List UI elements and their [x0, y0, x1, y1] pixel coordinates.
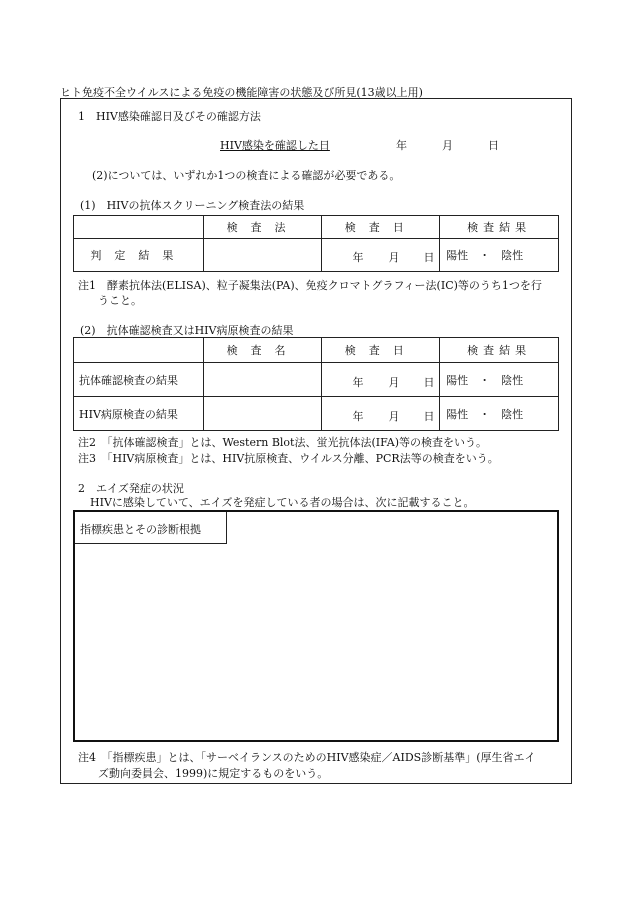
confirm-date-label: HIV感染を確認した日 [220, 139, 330, 152]
indicator-disease-box[interactable] [73, 510, 559, 742]
header-test-name: 検査名 [226, 344, 299, 357]
confirm-date-line[interactable] [220, 137, 500, 153]
header-date: 検査日 [344, 344, 417, 357]
document-title: ヒト免疫不全ウイルスによる免疫の機能障害の状態及び所見(13歳以上用) [60, 86, 423, 99]
date-cell[interactable] [322, 397, 440, 431]
row-label-pathogen: HIV病原検査の結果 [79, 407, 178, 421]
day-label: 日 [423, 410, 435, 423]
test-name-cell[interactable] [203, 363, 322, 397]
row-label-antibody: 抗体確認検査の結果 [79, 373, 178, 387]
result-cell[interactable] [440, 363, 559, 397]
day-label: 日 [488, 139, 499, 152]
day-label: 日 [423, 376, 435, 389]
section1-heading: 1 HIV感染確認日及びその確認方法 [78, 110, 261, 123]
result-cell[interactable] [440, 397, 559, 431]
row-label-judgement: 判定結果 [90, 249, 187, 262]
test-name-cell[interactable] [203, 397, 322, 431]
note3: 注3 「HIV病原検査」とは、HIV抗原検査、ウイルス分離、PCR法等の検査をいう。 [78, 452, 499, 465]
month-label: 月 [442, 139, 453, 152]
section2-instruction: HIVに感染していて、エイズを発症している者の場合は、次に記載すること。 [90, 496, 475, 509]
table2-caption: (2) 抗体確認検査又はHIV病原検査の結果 [80, 324, 294, 337]
required-note: (2)については、いずれか1つの検査による確認が必要である。 [92, 169, 401, 182]
result-options: 陽性 ・ 陰性 [446, 249, 524, 262]
table1-caption: (1) HIVの抗体スクリーニング検査法の結果 [80, 199, 305, 212]
header-date: 検査日 [344, 221, 417, 234]
month-label: 月 [388, 251, 400, 264]
result-options: 陽性 ・ 陰性 [446, 407, 524, 421]
note1-cont: うこと。 [98, 294, 142, 307]
screening-table [73, 215, 559, 272]
header-result: 検査結果 [467, 344, 532, 357]
method-cell[interactable] [203, 239, 322, 272]
date-cell[interactable] [322, 239, 440, 272]
note2: 注2 「抗体確認検査」とは、Western Blot法、蛍光抗体法(IFA)等の検査をいう。 [78, 436, 488, 449]
section2-heading: 2 エイズ発症の状況 [78, 482, 184, 495]
result-cell[interactable] [440, 239, 559, 272]
date-cell[interactable] [322, 363, 440, 397]
day-label: 日 [423, 251, 435, 264]
year-label: 年 [352, 410, 364, 423]
month-label: 月 [388, 376, 400, 389]
month-label: 月 [388, 410, 400, 423]
header-method: 検査法 [226, 221, 299, 234]
year-label: 年 [352, 251, 364, 264]
confirmation-table [73, 337, 559, 431]
note1: 注1 酵素抗体法(ELISA)、粒子凝集法(PA)、免疫クロマトグラフィー法(IC)等のうち1つを行 [78, 279, 542, 292]
header-result: 検査結果 [467, 221, 532, 234]
note4-cont: ズ動向委員会、1999)に規定するものをいう。 [98, 767, 329, 780]
result-options: 陽性 ・ 陰性 [446, 373, 524, 387]
indicator-disease-label: 指標疾患とその診断根拠 [75, 512, 227, 544]
year-label: 年 [352, 376, 364, 389]
note4: 注4 「指標疾患」とは、「サーベイランスのためのHIV感染症／AIDS診断基準」(厚生省エイ [78, 751, 536, 764]
year-label: 年 [396, 139, 407, 152]
